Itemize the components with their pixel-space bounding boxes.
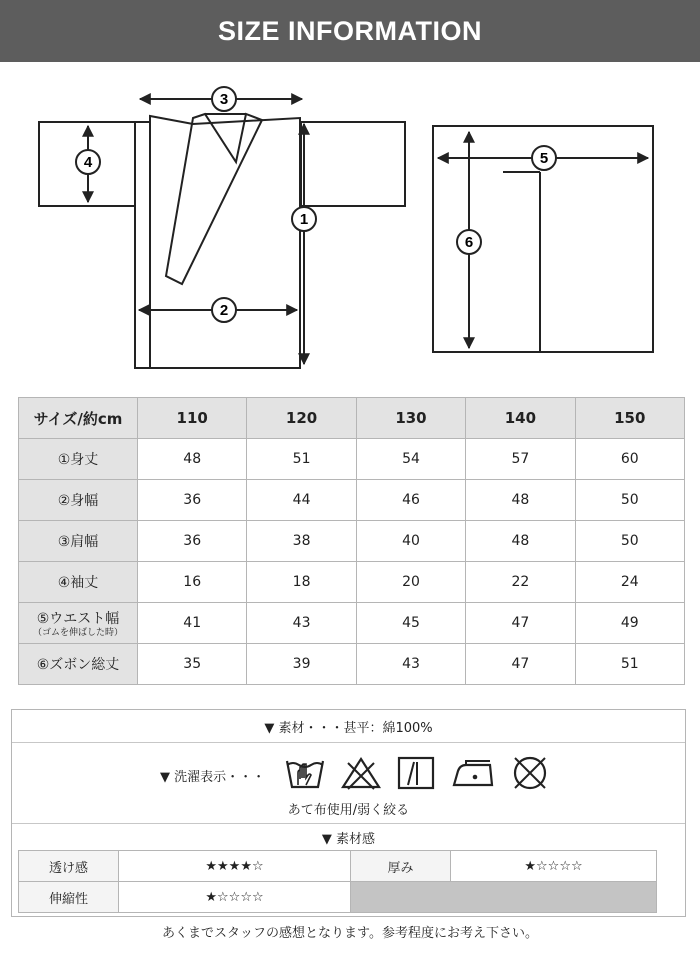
page-title: SIZE INFORMATION xyxy=(218,15,482,46)
material-text: ▼ 素材・・・甚平：綿100% xyxy=(264,720,433,736)
header-banner xyxy=(0,0,700,62)
table-row xyxy=(19,882,657,913)
svg-text:1: 1 xyxy=(299,211,309,228)
table-cell: 48 xyxy=(466,480,575,521)
table-cell: 47 xyxy=(466,603,575,644)
svg-text:6: 6 xyxy=(464,234,474,251)
size-corner-cell: サイズ/約cm xyxy=(19,398,138,439)
size-header-row xyxy=(19,398,685,439)
svg-text:3: 3 xyxy=(219,91,229,108)
low-iron-icon xyxy=(450,755,496,791)
table-cell: 20 xyxy=(356,562,465,603)
table-cell: 46 xyxy=(356,480,465,521)
table-cell: 49 xyxy=(575,603,684,644)
care-info-box xyxy=(11,709,686,917)
row-label: ②身幅 xyxy=(19,480,138,521)
marker-6 xyxy=(457,230,481,254)
table-cell: 48 xyxy=(138,439,247,480)
thickness-label: 厚み xyxy=(351,851,451,882)
size-col-header: 120 xyxy=(247,398,356,439)
table-cell: 57 xyxy=(466,439,575,480)
care-icons xyxy=(284,755,550,791)
disclaimer-note: あくまでスタッフの感想となります。参考程度にお考え下さい。 xyxy=(162,926,538,941)
table-cell: 22 xyxy=(466,562,575,603)
row-label: ①身丈 xyxy=(19,439,138,480)
line-dry-icon xyxy=(396,755,436,791)
table-cell: 47 xyxy=(466,644,575,685)
sheer-label: 透け感 xyxy=(19,851,119,882)
no-dry-clean-icon xyxy=(510,755,550,791)
row-label: ③肩幅 xyxy=(19,521,138,562)
no-bleach-icon xyxy=(340,755,382,791)
marker-1 xyxy=(292,207,316,231)
size-col-header: 140 xyxy=(466,398,575,439)
table-cell: 54 xyxy=(356,439,465,480)
size-col-header: 150 xyxy=(575,398,684,439)
empty-cell xyxy=(351,882,657,913)
table-cell: 44 xyxy=(247,480,356,521)
svg-text:4: 4 xyxy=(83,154,93,171)
material-row xyxy=(12,710,685,743)
washing-row xyxy=(12,743,685,824)
table-row xyxy=(19,644,685,685)
table-cell: 36 xyxy=(138,521,247,562)
table-cell: 24 xyxy=(575,562,684,603)
table-cell: 51 xyxy=(247,439,356,480)
material-feel-table xyxy=(18,850,657,913)
row-label: ⑥ズボン総丈 xyxy=(19,644,138,685)
table-cell: 18 xyxy=(247,562,356,603)
sheer-rating: ★★★★☆ xyxy=(119,851,351,882)
table-cell: 50 xyxy=(575,521,684,562)
row-label xyxy=(19,603,138,644)
row-label: ④袖丈 xyxy=(19,562,138,603)
row-label-main: ⑤ウエスト幅 xyxy=(36,610,120,627)
table-cell: 39 xyxy=(247,644,356,685)
table-row xyxy=(19,439,685,480)
hand-wash-icon xyxy=(284,755,326,791)
row-label-note: （ゴムを伸ばした時） xyxy=(32,627,123,638)
table-cell: 40 xyxy=(356,521,465,562)
washing-note: あて布使用/弱く絞る xyxy=(287,803,410,818)
table-cell: 35 xyxy=(138,644,247,685)
table-row xyxy=(19,562,685,603)
table-cell: 43 xyxy=(356,644,465,685)
washing-label: ▼ 洗濯表示・・・ xyxy=(160,770,266,785)
table-cell: 38 xyxy=(247,521,356,562)
marker-4 xyxy=(76,150,100,174)
table-cell: 36 xyxy=(138,480,247,521)
table-cell: 50 xyxy=(575,480,684,521)
marker-3 xyxy=(212,87,236,111)
svg-text:5: 5 xyxy=(539,150,549,167)
table-cell: 51 xyxy=(575,644,684,685)
table-row xyxy=(19,521,685,562)
table-cell: 45 xyxy=(356,603,465,644)
table-cell: 48 xyxy=(466,521,575,562)
size-table xyxy=(18,397,685,685)
stretch-rating: ★☆☆☆☆ xyxy=(119,882,351,913)
size-col-header: 110 xyxy=(138,398,247,439)
table-cell: 60 xyxy=(575,439,684,480)
size-col-header: 130 xyxy=(356,398,465,439)
feel-heading: ▼ 素材感 xyxy=(321,831,376,847)
table-row xyxy=(19,603,685,644)
garment-diagram xyxy=(0,62,700,392)
table-cell: 16 xyxy=(138,562,247,603)
stretch-label: 伸縮性 xyxy=(19,882,119,913)
marker-5 xyxy=(532,146,556,170)
marker-2 xyxy=(212,298,236,322)
table-cell: 41 xyxy=(138,603,247,644)
feel-heading-row xyxy=(12,824,685,850)
table-cell: 43 xyxy=(247,603,356,644)
table-row xyxy=(19,851,657,882)
table-row xyxy=(19,480,685,521)
thickness-rating: ★☆☆☆☆ xyxy=(451,851,657,882)
svg-text:2: 2 xyxy=(219,302,229,319)
